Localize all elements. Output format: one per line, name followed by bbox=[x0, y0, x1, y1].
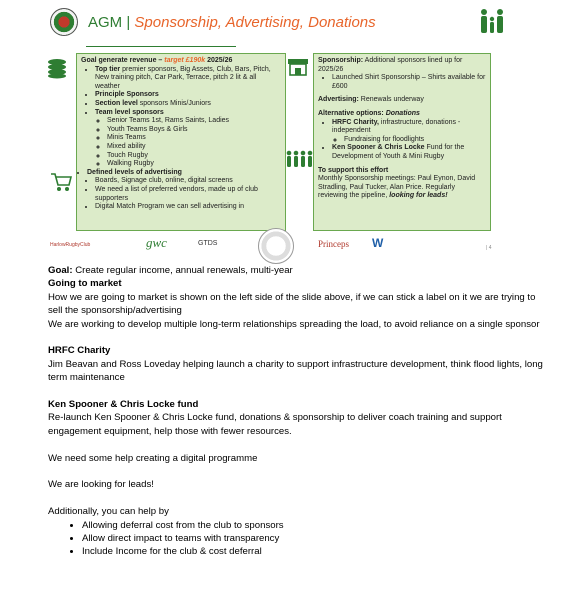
list-item: • Digital Match Program we can sell advertising in bbox=[95, 203, 281, 212]
market-text-1: How we are going to market is shown on the left side of the slide above, if we can stick a label on it we are trying to sell the sponsorship/advertising bbox=[48, 291, 536, 317]
list-item: ◦ Senior Teams 1st, Rams Saints, Ladies bbox=[107, 117, 281, 126]
team-icon bbox=[285, 150, 313, 168]
charity-text: Jim Beavan and Ross Loveday helping launch a charity to support infrastructure development, think flood lights, long term maintenance bbox=[48, 358, 543, 384]
page-number: | 4 bbox=[486, 245, 492, 251]
list-item: • HRFC Charity, infrastructure, donations - independent ◦ Fundraising for floodlights bbox=[332, 119, 486, 145]
support-heading: To support this effort bbox=[318, 166, 389, 174]
list-item: • Top tier premier sponsors, Big Assets, Club, Bars, Pitch, New training pitch, Car Park, Terrace, pitch 2 lit & all weather bbox=[95, 66, 281, 92]
alternative-list bbox=[318, 119, 486, 162]
leads-text: We are looking for leads! bbox=[48, 479, 154, 491]
digital-text: We need some help creating a digital programme bbox=[48, 452, 258, 464]
title-main: Sponsorship, Advertising, Donations bbox=[134, 14, 376, 31]
sponsorship-line: Sponsorship: Additional sponsors lined up for 2025/26 bbox=[318, 57, 463, 73]
alternative-options: Alternative options: Donations bbox=[318, 109, 420, 117]
slide-image bbox=[0, 0, 570, 262]
crest-logo bbox=[258, 228, 294, 264]
team-list bbox=[95, 117, 281, 169]
revenue-goals-box bbox=[76, 53, 286, 231]
shopping-cart-icon bbox=[50, 172, 72, 192]
list-item: ◦ Minis Teams bbox=[107, 134, 281, 143]
goal-line: Goal: Create regular income, annual renewals, multi-year bbox=[48, 265, 293, 276]
harlow-logo: HarlowRugbyClub bbox=[50, 242, 91, 248]
shop-icon bbox=[287, 58, 309, 76]
revenue-list bbox=[81, 66, 281, 169]
w-logo: W bbox=[372, 236, 384, 250]
list-item: • Launched Shirt Sponsorship – Shirts available for £600 bbox=[332, 74, 486, 91]
support-text: Monthly Sponsorship meetings: Paul Eynon, David Stradling, Paul Tucker, Alan Price. Regularly reviewing the pipeline, looking for leads! bbox=[318, 175, 476, 200]
gtds-logo: GTDS bbox=[198, 240, 218, 247]
list-item: • We need a list of preferred vendors, made up of club supporters bbox=[95, 186, 281, 203]
title-underline bbox=[86, 46, 236, 47]
list-item: • Allow direct impact to teams with transparency bbox=[82, 532, 548, 545]
market-heading: Going to market bbox=[48, 278, 122, 290]
fund-heading: Ken Spooner & Chris Locke fund bbox=[48, 399, 199, 411]
fund-text: Re-launch Ken Spooner & Chris Locke fund, donations & sponsorship to deliver coach training and support engagement equipment, help those with fewer resources. bbox=[48, 412, 502, 437]
list-item: ◦ Fundraising for floodlights bbox=[344, 136, 486, 145]
slide-title bbox=[88, 14, 376, 31]
list-item: • Team level sponsors ◦ Senior Teams 1st, Rams Saints, Ladies ◦ Youth Teams Boys & Girls ◦ Minis Teams ◦ Mixed ability ◦ Touch Rugby ◦ Walking Rugby bbox=[95, 109, 281, 169]
sponsorship-status-box bbox=[313, 53, 491, 231]
coins-icon bbox=[46, 57, 68, 79]
list-item: • Section level sponsors Minis/Juniors bbox=[95, 100, 281, 109]
advertising-line: Advertising: Renewals underway bbox=[318, 96, 424, 104]
list-item: • Boards, Signage club, online, digital screens bbox=[95, 177, 281, 186]
list-item: • Defined levels of advertising bbox=[87, 169, 281, 178]
club-logo bbox=[50, 8, 78, 36]
list-item: ◦ Youth Teams Boys & Girls bbox=[107, 126, 281, 135]
help-list bbox=[48, 519, 548, 559]
list-item: • Allowing deferral cost from the club to sponsors bbox=[82, 519, 548, 532]
gwc-logo: gwc bbox=[146, 235, 167, 250]
list-item: • Principle Sponsors bbox=[95, 91, 281, 100]
sponsor-logos bbox=[50, 228, 500, 262]
notes-section bbox=[48, 264, 548, 559]
princeps-logo: Princeps bbox=[318, 239, 349, 249]
list-item: ◦ Mixed ability bbox=[107, 143, 281, 152]
list-item: ◦ Touch Rugby bbox=[107, 152, 281, 161]
family-icon bbox=[478, 8, 506, 34]
market-text-2: We are working to develop multiple long-term relationships spreading the load, to avoid reliance on a single sponsor bbox=[48, 318, 540, 330]
help-intro: Additionally, you can help by bbox=[48, 506, 169, 518]
advertising-list bbox=[81, 169, 281, 178]
list-item: • Ken Spooner & Chris Locke Fund for the Development of Youth & Mini Rugby bbox=[332, 144, 486, 161]
shirt-list bbox=[318, 74, 486, 91]
list-item: ◦ Walking Rugby bbox=[107, 160, 281, 169]
revenue-heading: Goal generate revenue – target £190k 2025/26 bbox=[81, 57, 233, 64]
advertising-sublist bbox=[81, 177, 281, 211]
list-item: • Include Income for the club & cost deferral bbox=[82, 545, 548, 558]
title-prefix: AGM | bbox=[88, 14, 135, 31]
charity-heading: HRFC Charity bbox=[48, 345, 111, 357]
